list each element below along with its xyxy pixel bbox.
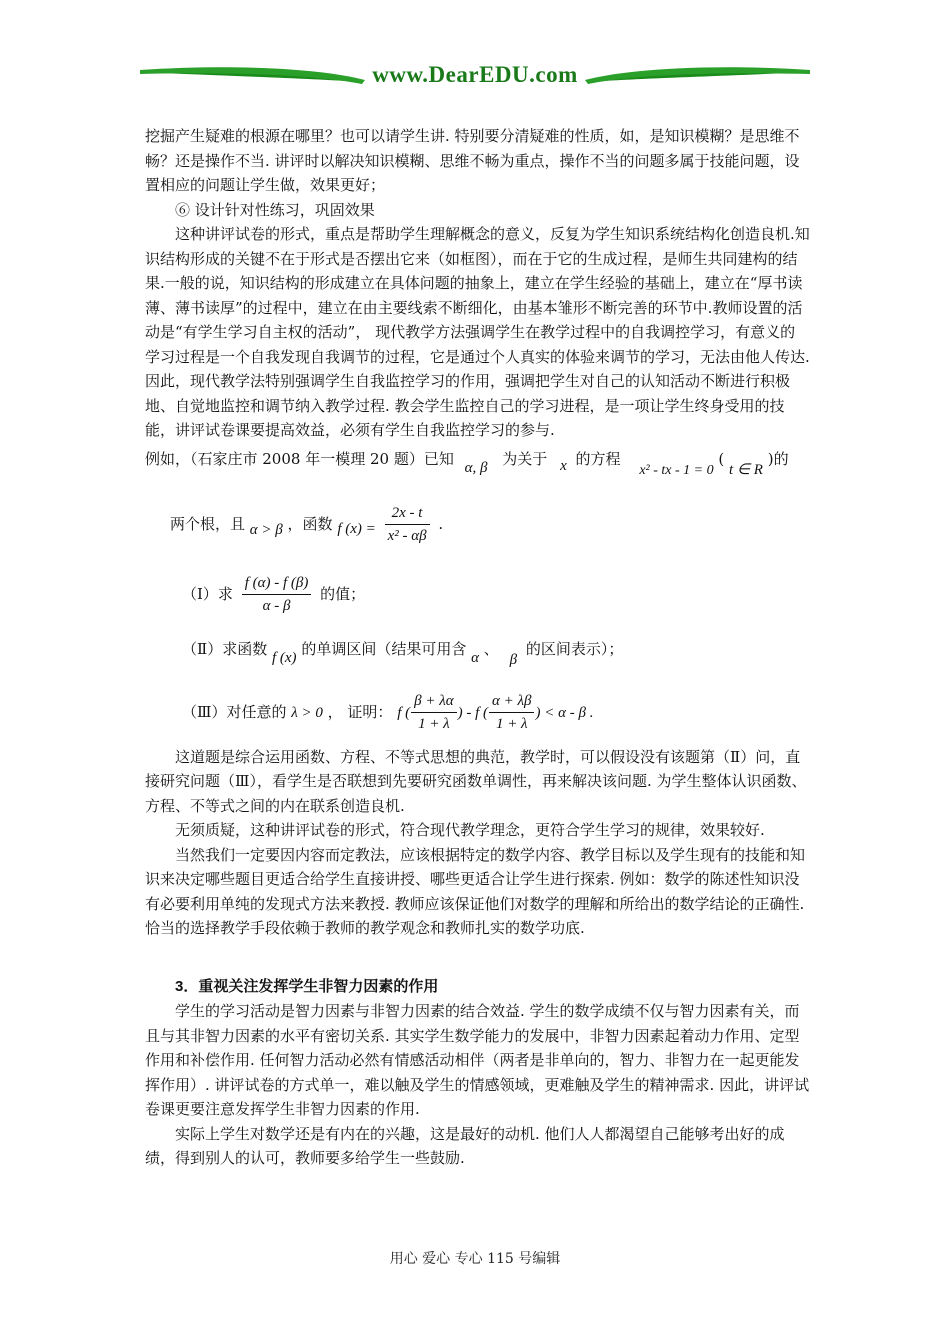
math: t ∈ R [729,461,763,478]
math: α > β [249,521,283,538]
paragraph: ⑥ 设计针对性练习，巩固效果 [175,200,375,219]
math: β [509,651,518,668]
site-logo: www.DearEDU.com [372,62,578,87]
math: x [560,457,567,474]
example-line: 例如，（石家庄市 2008 年一模理 20 题）已知 α, β 为关于 x 的方程 x² - tx - 1 = 0 ( t ∈ R )的 [145,449,789,478]
paragraph: 实际上学生对数学还是有内在的兴趣，这是最好的动机. 他们人人都渴望自己能够考出好的成绩，得到别人的认可，教师要多给学生一些鼓励. [145,1124,785,1167]
math: f (x) [271,649,297,666]
math: λ > 0 [291,704,323,721]
paragraph: 这道题是综合运用函数、方程、不等式思想的典范，教学时，可以假设没有该题第（Ⅱ）问，直接研究问题（Ⅲ），看学生是否联想到先要研究函数单调性，再来解决该问题. 为学生整体认识函数、方程、不等式之间的内在联系创造良机. [145,747,807,815]
math: x² - tx - 1 = 0 [639,462,714,478]
fraction: $\frac{2x - t}{\text{x² - αβ}}$ [385,502,430,547]
math: α [471,649,480,666]
paragraph: 学生的学习活动是智力因素与非智力因素的结合效益. 学生的数学成绩不仅与智力因素有关，而且与其非智力因素的水平有密切关系. 其实学生数学能力的发展中，非智力因素起着动力作用、定型作用和补偿作用. 任何智力活动必然有情感活动相伴（两者是非单向的，智力、非智力在一起更能发挥作用）. 讲评试卷的方式单一，难以触及学生的情感领域，更难触及学生的精神需求. 因此，讲评试卷课更要注意发挥学生非智力因素的作用. [145,1002,810,1118]
example-line-2: 两个根，且 α > β ，函数 f (x) = $\frac{2x - t}{\text{x² - αβ}}$ . [170,497,810,551]
math: α, β [464,459,488,476]
paragraph: 无须质疑，这种讲评试卷的形式，符合现代教学理念，更符合学生学习的规律，效果较好. [175,821,765,839]
question-3: （Ⅲ）对任意的 λ > 0 ， 证明： f ( $\frac{\beta + \lambda\alpha}{1 + \lambda}$ ) - f ( $\frac{\alpha + \lambda\beta}{1 + \lambda}$ ) < α - β . [182,685,810,739]
question-1: （Ⅰ）求 $\frac{f (\alpha) - f (\beta)}{\alpha - \beta}$ 的值； [182,567,810,621]
paragraph: 这种讲评试卷的形式，重点是帮助学生理解概念的意义，反复为学生知识系统结构化创造良机.知识结构形成的关键不在于形式是否摆出它来（如框图），而在于它的生成过程，是师生共同建构的结果.一般的说，知识结构的形成建立在具体问题的抽象上，建立在学生经验的基础上，建立在“厚书读薄、薄书读厚”的过程中，建立在由主要线索不断细化，由基本雏形不断完善的环节中.教师设置的活动是“有学生学习自主权的活动”， 现代教学方法强调学生在教学过程中的自我调控学习，有意义的学习过程是一个自我发现自我调节的过程，它是通过个人真实的体验来调节的学习，无法由他人传达. 因此，现代教学法特别强调学生自我监控学习的作用，强调把学生对自己的认知活动不断进行积极地、自觉地监控和调节纳入教学过程. 教会学生监控自己的学习进程，是一项让学生终身受用的技能，讲评试卷课要提高效益，必须有学生自我监控学习的参与. [145,225,810,439]
paragraph: 挖掘产生疑难的根源在哪里？也可以请学生讲. 特别要分清疑难的性质，如，是知识模糊？是思维不畅？还是操作不当. 讲评时以解决知识模糊、思维不畅为重点，操作不当的问题多属于技能问题，设置相应的问题让学生做，效果更好； [145,127,800,194]
site-header [140,60,810,96]
fraction: $\frac{\beta + \lambda\alpha}{1 + \lambda}$ [411,690,456,735]
math: f (x) = [337,520,376,537]
question-2: （Ⅱ）求函数 f (x) 的单调区间（结果可用含 α 、 β 的区间表示）； [182,639,624,668]
fraction: $\frac{\alpha + \lambda\beta}{1 + \lambda}$ [489,690,534,735]
document-body [145,124,810,1171]
paragraph: 当然我们一定要因内容而定教法，应该根据特定的数学内容、教学目标以及学生现有的技能和知识来决定哪些题目更适合给学生直接讲授、哪些更适合让学生进行探索. 例如：数学的陈述性知识没有必要利用单纯的发现式方法来教授. 教师应该保证他们对数学的理解和所给出的数学结论的正确性. 恰当的选择教学手段依赖于教师的教学观念和教师扎实的数学功底. [145,845,806,937]
section-heading: 3．重视关注发挥学生非智力因素的作用 [175,977,439,995]
fraction: $\frac{f (\alpha) - f (\beta)}{\alpha - \beta}$ [242,572,312,617]
page-footer: 用心 爱心 专心 115 号编辑 [389,1251,561,1267]
